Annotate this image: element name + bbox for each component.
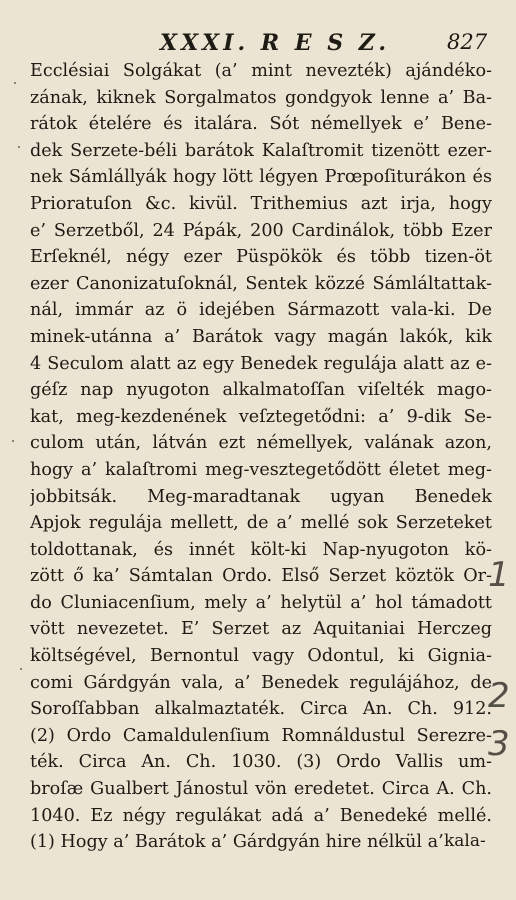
paper-speck xyxy=(12,440,14,442)
text-line: Apjok regulája mellett, de a’ mellé sok Serzeteket xyxy=(30,513,492,534)
text-line: kat, meg-kezdenének veſztegetődni: a’ 9-dik Se- xyxy=(30,406,492,427)
text-line: (2) Ordo Camaldulenſium Romnáldustul Serezre- xyxy=(30,725,492,746)
margin-notes xyxy=(486,0,516,900)
page-number: 827 xyxy=(447,30,488,54)
page-header xyxy=(0,30,516,58)
text-line: ték. Circa An. Ch. 1030. (3) Ordo Vallis um- xyxy=(30,752,492,773)
text-line: Soroſſabban alkalmaztaték. Circa An. Ch. 912. xyxy=(30,699,492,720)
paper-speck xyxy=(20,668,22,670)
margin-note: 3 xyxy=(488,724,510,764)
catchword: kala- xyxy=(444,831,486,851)
text-line: do Cluniacenſium, mely a’ helytül a’ hol támadott xyxy=(30,592,492,613)
text-line: zának, kiknek Sorgalmatos gondgyok lenne a’ Ba- xyxy=(30,87,492,108)
text-line: 1040. Ez négy regulákat adá a’ Benedeké mellé. xyxy=(30,805,492,826)
text-line: nál, immár az ö idejében Sármazott vala-ki. De xyxy=(30,300,492,321)
text-line: 4 Seculom alatt az egy Benedek regulája alatt az e- xyxy=(30,353,492,374)
text-line: rátok ételére és italára. Sót némellyek e’ Bene- xyxy=(30,114,492,135)
text-line: nek Sámlállyák hogy lött légyen Prœpoſiturákon és xyxy=(30,167,492,188)
margin-note: 1 xyxy=(488,555,510,595)
text-line: dek Serzete-béli barátok Kalaſtromit tizenött ezer- xyxy=(30,140,492,161)
text-line: Erſeknél, négy ezer Püspökök és több tizen-öt xyxy=(30,247,492,268)
text-line: költségével, Bernontul vagy Odontul, ki Gignia- xyxy=(30,646,492,667)
margin-note: 2 xyxy=(488,676,510,716)
paper-speck xyxy=(14,82,16,84)
text-line: jobbitsák. Meg-maradtanak ugyan Benedek xyxy=(30,486,492,507)
text-line: ezer Canonizatuſoknál, Sentek közzé Sámláltattak- xyxy=(30,273,492,294)
text-line: minek-utánna a’ Barátok vagy magán lakók, kik xyxy=(30,326,492,347)
text-line: culom után, látván ezt némellyek, valának azon, xyxy=(30,433,492,454)
text-line: hogy a’ kalaſtromi meg-vesztegetődött életet meg- xyxy=(30,459,492,480)
text-line: e’ Serzetből, 24 Pápák, 200 Cardinálok, több Ezer xyxy=(30,220,492,241)
text-line: zött ő ka’ Sámtalan Ordo. Első Serzet köztök Or- xyxy=(30,566,492,587)
text-line: broſæ Gualbert Jánostul vön eredetet. Circa A. Ch. xyxy=(30,779,492,800)
text-line: toldottanak, és innét költ-ki Nap-nyugoton kö- xyxy=(30,539,492,560)
paper-speck xyxy=(18,146,20,148)
text-line: comi Gárdgyán vala, a’ Benedek regulájához, de xyxy=(30,672,492,693)
text-line: vött nevezetet. E’ Serzet az Aquitaniai Herczeg xyxy=(30,619,492,640)
text-line: Ecclésiai Solgákat (a’ mint nevezték) ajándéko- xyxy=(30,61,492,81)
text-line: Prioratuſon &c. kivül. Trithemius azt irja, hogy xyxy=(30,193,492,214)
text-line: (1) Hogy a’ Barátok a’ Gárdgyán hire nélkül a’ xyxy=(30,832,444,853)
running-head: XXXI. R E S Z. xyxy=(160,30,391,56)
text-line: géſz nap nyugoton alkalmatoſſan viſelték mago- xyxy=(30,380,492,401)
body-text xyxy=(30,58,492,856)
